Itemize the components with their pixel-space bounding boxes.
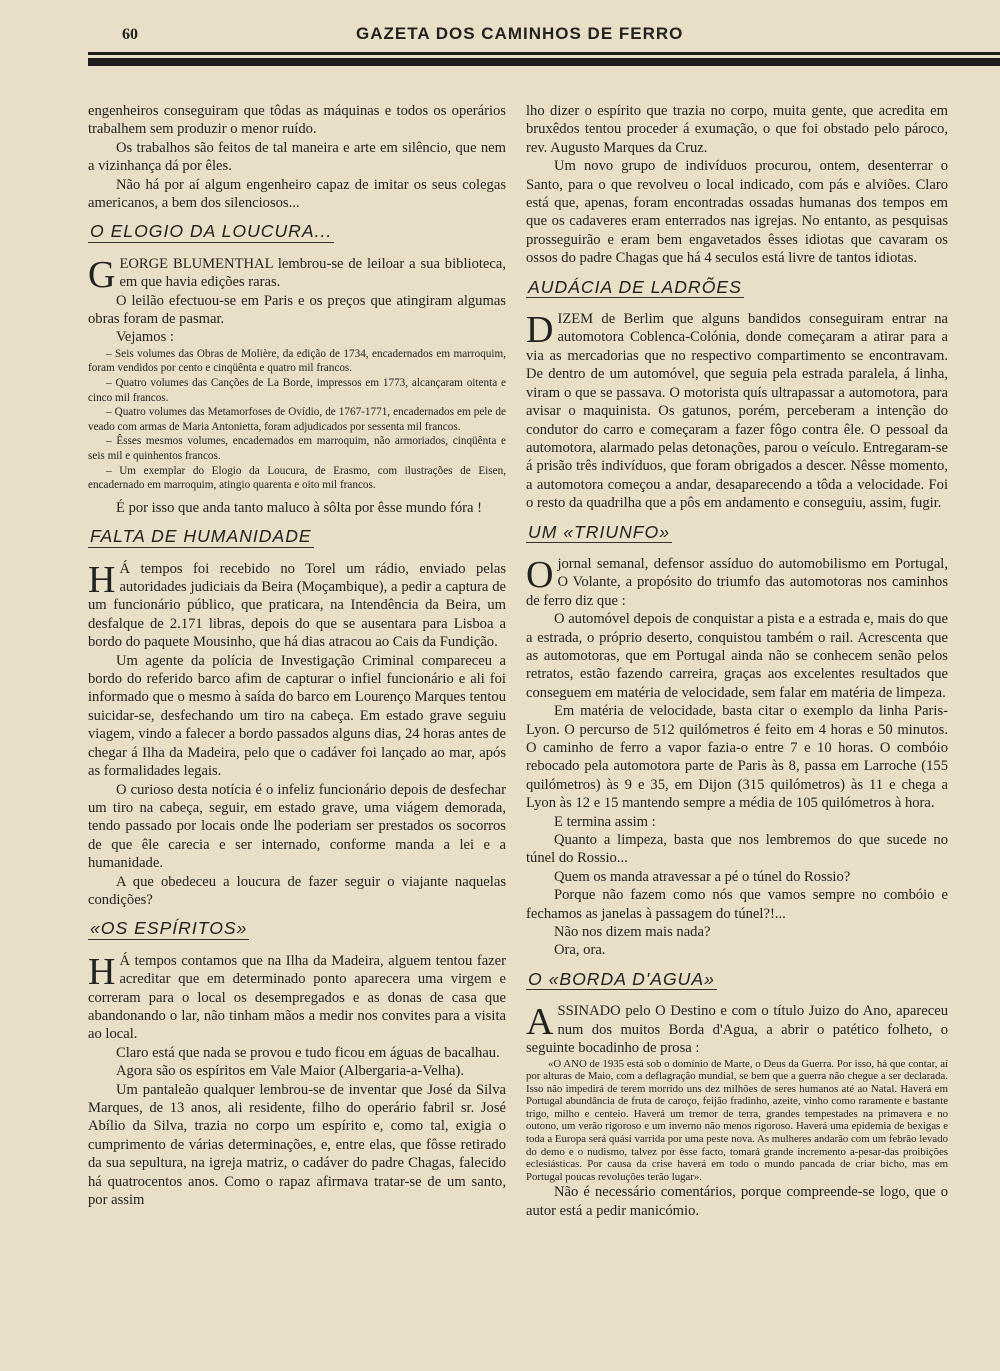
section-heading-falta: FALTA DE HUMANIDADE — [90, 526, 312, 547]
drop-cap: G — [88, 253, 116, 296]
article-paragraph: O leilão efectuou-se em Paris e os preços que atingiram algumas obras foram de pasmar. — [88, 292, 506, 328]
lead-paragraph: Á tempos foi recebido no Torel um rádio, enviado pelas autoridades judiciais da Beira (Moçambique), a pedir a captura de um funcionário público, que praticara, na Intendência da Beira, um desfalque de 2.171 libras, depois do que se ausentara para Lisboa a bordo do paquete Mousinho, que há dias atracou ao Cais da Fundição. — [88, 560, 506, 651]
drop-cap: O — [526, 553, 554, 596]
article-paragraph: Quanto a limpeza, basta que nos lembremos do que sucede no túnel do Rossio... — [526, 832, 948, 867]
lead-paragraph: Á tempos contamos que na Ilha da Madeira, alguem tentou fazer acreditar que em determinado ponto aparecera uma virgem e correram para o local os desempregados e as donas de casa que abandonando o lar, não tinham mãos a medir nos convites para a visita ao local. — [88, 952, 506, 1043]
page-number: 60 — [122, 26, 138, 43]
article-paragraph: Um novo grupo de indivíduos procurou, ontem, desenterrar o Santo, para o que revolveu o local indicado, com pás e alviões. Claro está que, apenas, foram encontradas ossadas humanas dos tempos em que os cadaveres eram enterrados nas igrejas. No entanto, as pesquisas prosseguirão e eram bem engavetados êsses idiotas que cavaram os ossos do padre Chagas que há 4 seculos está livre de tantos idiotas. — [526, 158, 948, 267]
article-borda — [526, 1002, 948, 1220]
header-rule-thin — [88, 52, 1000, 55]
article-falta — [88, 560, 506, 910]
article-elogio — [88, 255, 506, 517]
block-quote: «O ANO de 1935 está sob o domínio de Marte, o Deus da Guerra. Por isso, há que contar, aí por alturas de Maio, com a deflagração mundial, se bem que a guerra não chegue a ser declarada. Isso não impedirá de terem morrido uns dez milhões de seres humanos até ao Natal. Haverá em Portugal abundância de fruta de caroço, feijão fradinho, azeite, vinho como raramente e bastante trigo, milho e centeio. Haverá um tremor de terra, grandes tempestades na primavera e no outono, um verão rigoroso e um inverno não menos rigoroso. Haverá uma epidemia de bexigas e toda a Europa será quási varrida por uma peste nova. As mulheres andarão com um febrão levado do demo e o nudismo, talvez por êsse facto, tomará grande incremento a-pesar-das proibições eclesiásticas. Por causa da crise haverá em todo o mundo pancada de criar bicho, mas em Portugal poucas revoluções terão lugar». — [526, 1057, 948, 1183]
drop-cap: D — [526, 309, 554, 352]
lead-paragraph: IZEM de Berlim que alguns bandidos conseguiram entrar na automotora Coblenca-Colónia, donde começaram a atirar para a via as mercadorias que no respectivo compartimento se encontravam. De dentro de um automóvel, que seguia pela estrada paralela, á linha, viram o que se passava. O motorista quís ultrapassar a automotora, para avisar o maquinista. Os gatunos, porém, perceberam a intenção do condutor do carro e começaram a fazer fôgo contra êle. O pessoal da automotora, alarmado pelas detonações, parou o veículo. Entregaram-se á prisão três indivíduos, que foram obrigados a descer. Nêsse momento, a automotora começou a andar, desaparecendo a tôda a velocidade. Foi o resto da quadrilha que a pôs em andamento e conseguiu, assim, fugir. — [526, 311, 948, 512]
article-paragraph: Não há por aí algum engenheiro capaz de imitar os seus colegas americanos, a bem dos silenciosos... — [88, 176, 506, 212]
lead-paragraph: SSINADO pelo O Destino e com o título Juizo do Ano, apareceu num dos muitos Borda d'Agua, a abrir o patético folheto, o seguinte bocadinho de prosa : — [526, 1003, 948, 1057]
section-heading-triunfo: UM «TRIUNFO» — [528, 521, 671, 542]
drop-cap: H — [88, 558, 116, 601]
list-item: – Seis volumes das Obras de Molière, da edição de 1734, encadernados em marroquim, foram vendidos por cento e cinqüênta e quatro mil francos. — [88, 347, 506, 375]
drop-cap: H — [88, 950, 116, 993]
lead-paragraph: jornal semanal, defensor assíduo do automobilismo em Portugal, O Volante, a propósito do triumfo das automotoras nos caminhos de ferro diz que : — [526, 555, 948, 609]
left-column — [88, 102, 506, 1209]
article-paragraph: Um agente da polícia de Investigação Criminal compareceu a bordo do referido barco afim de capturar o infiel funcionário e ali foi informado que o mesmo à saída do barco em Lourenço Marques tentou suicidar-se, desfechando um tiro na cabeça. Em estado grave seguiu viagem, vindo a falecer a bordo passados alguns dias, 24 horas antes de chegar á Ilha da Madeira, pelo que o cadáver foi lançado ao mar, após as formalidades legais. — [88, 652, 506, 780]
list-item: – Um exemplar do Elogio da Loucura, de Erasmo, com ilustrações de Eisen, encadernado em marroquim, atingio quarenta e oito mil francos. — [88, 464, 506, 492]
lead-paragraph: EORGE BLUMENTHAL lembrou-se de leiloar a sua biblioteca, em que havia edições raras. — [119, 255, 506, 291]
article-paragraph: Não nos dizem mais nada? — [554, 924, 711, 941]
article-paragraph: engenheiros conseguiram que tôdas as máquinas e todos os operários trabalhem sem produzir o menor ruído. — [88, 103, 506, 138]
article-espiritos — [88, 952, 506, 1210]
article-paragraph: Não é necessário comentários, porque compreende-se logo, que o autor está a pedir manicómio. — [526, 1184, 948, 1219]
article-paragraph: Ora, ora. — [554, 942, 606, 959]
list-item: – Quatro volumes das Metamorfoses de Ovídio, de 1767-1771, encadernados em pele de veado com armas de Maria Antonietta, foram adjudicados por sessenta mil francos. — [88, 406, 506, 433]
list-item: – Quatro volumes das Canções de La Borde, impressos em 1773, alcançaram oitenta e cinco mil francos. — [88, 377, 506, 404]
right-column — [526, 102, 948, 1220]
article-paragraph: Agora são os espíritos em Vale Maior (Albergaria-a-Velha). — [116, 1063, 464, 1080]
article-paragraph: Um pantaleão qualquer lembrou-se de inventar que José da Silva Marques, de 13 anos, ali residente, filho do operário fabril sr. José Abílio da Silva, trazia no corpo um espírito e, como tal, exigia o cumprimento de várias determinações, e, entre elas, que fôsse retirado da sua sepultura, na igreja matriz, o cadáver do padre Chagas, falecido há quatrocentos anos. Como o rapaz afirmava tratar-se de um santo, por assim — [88, 1081, 506, 1209]
article-paragraph: É por isso que anda tanto maluco à sôlta por êsse mundo fóra ! — [116, 499, 482, 516]
section-heading-espiritos: «OS ESPÍRITOS» — [90, 918, 248, 939]
section-heading-audacia: AUDÁCIA DE LADRÕES — [528, 276, 742, 297]
article-triunfo — [526, 555, 948, 960]
article-paragraph: Vejamos : — [116, 329, 174, 346]
article-paragraph: E termina assim : — [554, 813, 656, 830]
article-paragraph: Porque não fazem como nós que vamos sempre no combóio e fechamos as janelas à passagem do túnel?!... — [526, 887, 948, 922]
list-item: – Êsses mesmos volumes, encadernados em marroquim, não armoriados, cinqüênta e seis mil e quinhentos francos. — [88, 435, 506, 463]
article-paragraph: A que obedeceu a loucura de fazer seguir o viajante naquelas condições? — [88, 873, 506, 908]
article-audacia — [526, 310, 948, 512]
running-header: GAZETA DOS CAMINHOS DE FERRO — [356, 24, 684, 43]
article-paragraph: Em matéria de velocidade, basta citar o exemplo da linha Paris-Lyon. O percurso de 512 quilómetros é feito em 4 horas e 50 minutos. O caminho de ferro a vapor fazia-o entre 7 e 10 horas. O combóio rebocado pela automotora parte de Paris às 8, passa em Larroche (155 quilómetros) às 9 e 35, em Dijon (315 quilómetros) às 11 e chega a Lyon às 12 e 15 mantendo sempre a média de 105 quilómetros à hora. — [526, 703, 948, 812]
drop-cap: A — [526, 1001, 554, 1044]
article-paragraph: O curioso desta notícia é o infeliz funcionário depois de desfechar um tiro na cabeça, seguir, em estado grave, uma viágem demorada, tendo passado por locais onde lhe poderiam ser prestados os socorros de que êle carecia e ser internado, conforme manda a lei e a humanidade. — [88, 781, 506, 872]
article-paragraph: Claro está que nada se provou e tudo ficou em águas de bacalhau. — [116, 1044, 500, 1061]
article-paragraph: O automóvel depois de conquistar a pista e a estrada e, mais do que a estrada, o próprio deserto, conquistou também o rail. Acrescenta que as automotoras, que em Portugal ainda não se conhecem senão pelos retratos, estão fazendo carreira, graças aos excelentes resultados que conseguem em matéria de velocidade, sem falar em matéria de limpeza. — [526, 611, 948, 701]
article-paragraph: Quem os manda atravessar a pé o túnel do Rossio? — [554, 868, 851, 885]
header-rule-thick — [88, 58, 1000, 66]
article-paragraph: Os trabalhos são feitos de tal maneira e arte em silêncio, que nem a vizinhança dá por êles. — [88, 139, 506, 175]
section-heading-borda: O «BORDA D'AGUA» — [528, 968, 715, 989]
section-heading-elogio: O ELOGIO DA LOUCURA... — [90, 221, 333, 242]
article-paragraph: lho dizer o espírito que trazia no corpo, muita gente, que acredita em bruxêdos tentou proceder á exumação, o que foi obstado pelo pároco, rev. Augusto Marques da Cruz. — [526, 103, 948, 156]
